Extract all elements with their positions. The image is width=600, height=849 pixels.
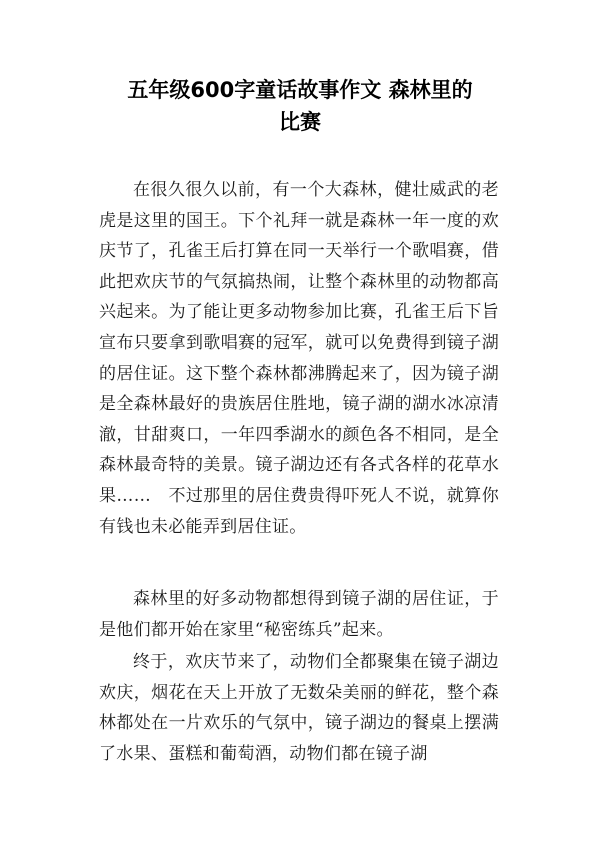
paragraph: 森林里的好多动物都想得到镜子湖的居住证，于是他们都开始在家里“秘密练兵”起来。 xyxy=(99,589,499,640)
page-title-continued: 比赛 xyxy=(279,110,321,134)
paragraph: 在很久很久以前，有一个大森林，健壮威武的老虎是这里的国王。下个礼拜一就是森林一年一度的欢庆节了，孔雀王后打算在同一天举行一个歌唱赛，借此把欢庆节的气氛搞热闹，让整个森林里的动物都高兴起来。为了能让更多动物参加比赛，孔雀王后下旨宣布只要拿到歌唱赛的冠军，就可以免费得到镜子湖的居住证。这下整个森林都沸腾起来了，因为镜子湖是全森林最好的贵族居住胜地，镜子湖的湖水冰凉清澈，甘甜爽口，一年四季湖水的颜色各不相同，是全森林最奇特的美景。镜子湖边还有各式各样的花草水果…… 不过那里的居住费贵得吓死人不说，就算你有钱也未必能弄到居住证。 xyxy=(99,180,499,537)
paragraph: 终于，欢庆节来了，动物们全都聚集在镜子湖边欢庆，烟花在天上开放了无数朵美丽的鲜花，整个森林都处在一片欢乐的气氛中，镜子湖边的餐桌上摆满了水果、蛋糕和葡萄酒，动物们都在镜子湖 xyxy=(99,652,499,764)
page-title: 五年级600字童话故事作文 森林里的 xyxy=(127,78,473,102)
